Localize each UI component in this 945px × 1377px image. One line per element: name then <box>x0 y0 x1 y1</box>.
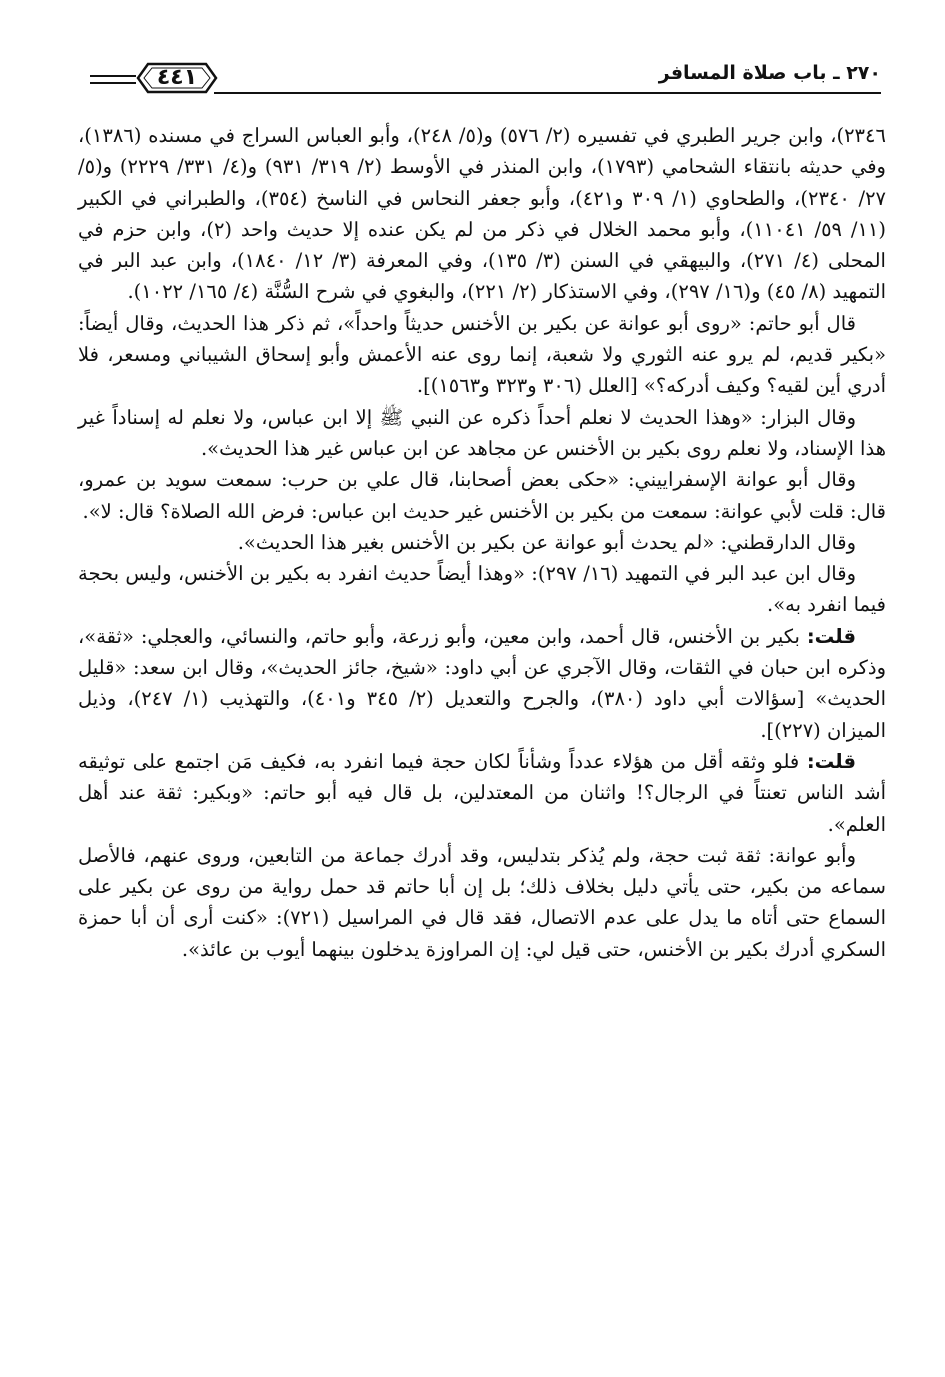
paragraph-6 <box>78 558 886 621</box>
paragraph-text: وقال أبو عوانة الإسفراييني: «حكى بعض أصحابنا، قال علي بن حرب: سمعت سويد بن عمرو، قال: قلت لأبي عوانة: سمعت من بكير بن الأخنس غير حديث ابن عباس: فرض الله الصلاة؟ قال: لا». <box>78 468 886 523</box>
paragraph-text: بكير بن الأخنس، قال أحمد، وابن معين، وأبو زرعة، وأبو حاتم، والنسائي، والعجلي: «ثقة»، وذكره ابن حبان في الثقات، وقال الآجري عن أبي داود: «شيخ، جائز الحديث»، وقال ابن سعد: «قليل الحديث» [سؤالات أبي داود (٣٨٠)، والجرح والتعديل (٢/ ٣٤٥ و٤٠١)، والتهذيب (١/ ٢٤٧)، وذيل الميزان (٢٢٧)]. <box>78 624 887 742</box>
page-number: ٤٤١ <box>156 65 198 90</box>
header-rule-left-upper <box>90 75 136 77</box>
paragraph-7 <box>78 621 886 746</box>
body-text <box>78 120 886 965</box>
paragraph-1 <box>78 120 886 308</box>
paragraph-text: وقال ابن عبد البر في التمهيد (١٦/ ٢٩٧): «وهذا أيضاً حديث انفرد به بكير بن الأخنس، وليس بحجة فيما انفرد به». <box>78 562 886 617</box>
paragraph-lead: قلت: <box>806 749 856 773</box>
paragraph-5 <box>78 527 886 558</box>
paragraph-4 <box>78 464 886 527</box>
page-header <box>86 58 881 104</box>
paragraph-9 <box>78 840 886 965</box>
paragraph-text: ٢٣٤٦)، وابن جرير الطبري في تفسيره (٢/ ٥٧٦) و(٥/ ٢٤٨)، وأبو العباس السراج في مسنده (١٣٨٦)، وفي حديثه بانتقاء الشحامي (١٧٩٣)، وابن المنذر في الأوسط (٢/ ٣١٩/ ٩٣١) و(٤/ ٣٣١/ ٢٢٢٩) و(٥/ ٢٧/ ٢٣٤٠)، والطحاوي (١/ ٣٠٩ و٤٢١)، وأبو جعفر النحاس في الناسخ (٣٥٤)، والطبراني في الكبير (١١/ ٥٩/ ١١٠٤١)، وأبو محمد الخلال في ذكر من لم يكن عنده إلا حديث واحد (٢)، وابن حزم في المحلى (٤/ ٢٧١)، والبيهقي في السنن (٣/ ١٣٥)، وفي المعرفة (٣/ ١٢/ ١٨٤٠)، وابن عبد البر في التمهيد (٨/ ٤٥) و(١٦/ ٢٩٧)، وفي الاستذكار (٢/ ٢٢١)، والبغوي في شرح السُّنَّة (٤/ ١٦٥/ ١٠٢٢). <box>78 124 887 304</box>
paragraph-lead: قلت: <box>806 624 856 648</box>
running-title: ٢٧٠ ـ باب صلاة المسافر <box>658 62 881 84</box>
header-rule-left-lower <box>90 82 136 84</box>
paragraph-text: فلو وثقه أقل من هؤلاء عدداً وشأناً لكان حجة فيما انفرد به، فكيف مَن اجتمع على توثيقه أشد الناس تعنتاً في الرجال؟! واثنان من المعتدلين، بل قال فيه أبو حاتم: «وبكير: ثقة عند أهل العلم». <box>78 749 886 836</box>
paragraph-text: وقال البزار: «وهذا الحديث لا نعلم أحداً ذكره عن النبي ﷺ إلا ابن عباس، ولا نعلم له إسناداً غير هذا الإسناد، ولا نعلم روى بكير بن الأخنس عن مجاهد عن ابن عباس غير هذا الحديث». <box>78 405 886 460</box>
paragraph-3 <box>78 402 886 465</box>
paragraph-text: وأبو عوانة: ثقة ثبت حجة، ولم يُذكر بتدليس، وقد أدرك جماعة من التابعين، وروى عنهم، فالأصل سماعه من بكير، حتى يأتي دليل بخلاف ذلك؛ بل إن أبا حاتم قد حمل رواية من روى عن بكير على السماع حتى أتاه ما يدل على عدم الاتصال، فقد قال في المراسيل (٧٢١): «كنت أرى أن أبا حمزة السكري أدرك بكير بن الأخنس، حتى قيل لي: إن المراوزة يدخلون بينهما أيوب بن عائذ». <box>78 843 886 961</box>
paragraph-text: وقال الدارقطني: «لم يحدث أبو عوانة عن بكير بن الأخنس بغير هذا الحديث». <box>237 530 856 554</box>
paragraph-text: قال أبو حاتم: «روى أبو عوانة عن بكير بن الأخنس حديثاً واحداً»، ثم ذكر هذا الحديث، وقال أيضاً: «بكير قديم، لم يرو عنه الثوري ولا شعبة، إنما روى عنه الأعمش وأبو إسحاق الشيباني ومسعر، فلا أدري أين لقيه؟ وكيف أدركه؟» [العلل (٣٠٦ و٣٢٣ و١٥٦٣)]. <box>78 311 886 398</box>
paragraph-8 <box>78 746 886 840</box>
page-number-frame <box>136 60 218 96</box>
header-rule <box>214 92 881 94</box>
paragraph-2 <box>78 308 886 402</box>
